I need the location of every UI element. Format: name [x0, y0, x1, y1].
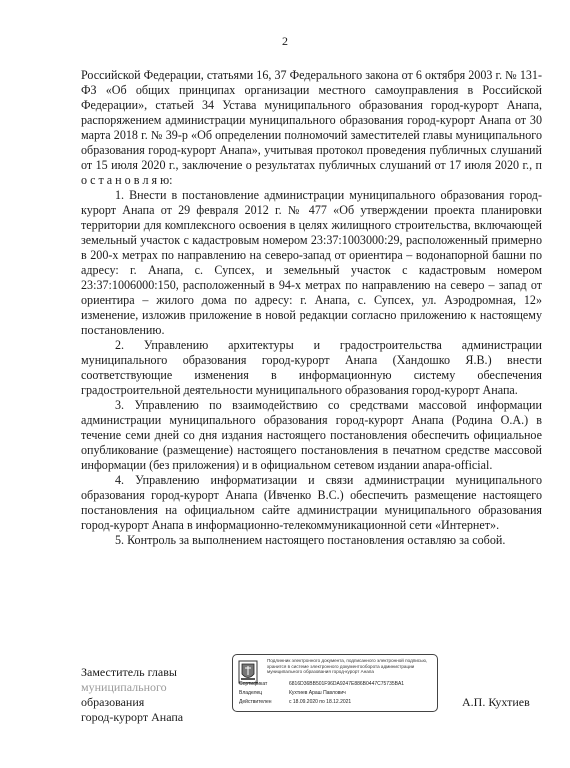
paragraph-5: 5. Контроль за выполнением настоящего постановления оставляю за собой. — [115, 533, 506, 547]
stamp-notice: Подлинник электронного документа, подписанного электронной подписью, хранится в системе электронного документооборота администрации муниципального образования город-курорт Анапа — [267, 658, 428, 675]
electronic-signature-stamp — [232, 654, 438, 712]
stamp-owner: Кухтиев Араш Павлович — [289, 690, 346, 696]
signatory-title-line: Заместитель главы — [81, 665, 177, 679]
signatory-name: А.П. Кухтиев — [462, 695, 530, 709]
stamp-valid-label: Действителен — [239, 699, 272, 705]
signatory-title — [81, 665, 221, 725]
signatory-title-line: образования — [81, 695, 145, 709]
stamp-owner-row — [239, 690, 346, 696]
stamp-certificate-row — [239, 681, 404, 687]
stamp-owner-label: Владелец — [239, 690, 263, 696]
paragraph-1: 1. Внести в постановление администрации муниципального образования город-курорт Анапа от 29 февраля 2012 г. № 477 «Об утверждении проекта планировки территории для комплексного освоения в целях жилищного строительства, включающей земельный участок с кадастровым номером 23:37:1003000:29, расположенный примерно в 200-х метрах по направлению на северо-запад от ориентира – водонапорной башни по адресу: г. Анапа, с. Супсех, и земельный участок с кадастровым номером 23:37:1006000:150, расположенный в 94-х метрах по направлению на северо – запад от ориентира – жилого дома по адресу: г. Анапа, с. Супсех, ул. Аэродромная, 12» изменение, изложив приложение в новой редакции согласно приложению к настоящему постановлению. — [81, 188, 542, 337]
stamp-valid-row — [239, 699, 351, 705]
paragraph-preamble: Российской Федерации, статьями 16, 37 Федерального закона от 6 октября 2003 г. № 131-ФЗ «Об общих принципах организации местного самоуправления в Российской Федерации», статьей 34 Устава муниципального образования город-курорт Анапа, распоряжением администрации муниципального образования город-курорт Анапа от 30 марта 2018 г. № 39-р «Об определении полномочий заместителей главы муниципального образования город-курорт Анапа», учитывая протокол проведения публичных слушаний от 15 июля 2020 г., заключение о результатах публичных слушаний от 17 июля 2020 г., п о с т а н о в л я ю: — [81, 68, 542, 187]
page-number: 2 — [282, 34, 288, 48]
paragraph-4: 4. Управлению информатизации и связи администрации муниципального образования город-курорт Анапа (Ивченко В.С.) обеспечить размещение настоящего постановления на официальном сайте администрации муниципального образования город-курорт Анапа в информационно-телекоммуникационной сети «Интернет». — [81, 473, 542, 532]
document-body — [81, 68, 542, 548]
stamp-valid: с 18.09.2020 по 18.12.2021 — [289, 699, 352, 705]
paragraph-2: 2. Управлению архитектуры и градостроительства администрации муниципального образования город-курорт Анапа (Хандошко Я.В.) внести соответствующие изменения в информационную систему обеспечения градостроительной деятельности муниципального образования город-курорт Анапа. — [81, 338, 542, 397]
signatory-title-line: город-курорт Анапа — [81, 710, 184, 724]
stamp-certificate-label: Сертификат — [239, 681, 268, 687]
signatory-title-line: муниципального — [81, 680, 167, 694]
stamp-certificate: 6816D36BB501F96DA9247E886B0447C75735BA1 — [289, 681, 405, 687]
paragraph-3: 3. Управлению по взаимодействию со средствами массовой информации администрации муниципального образования город-курорт Анапа (Родина О.А.) в течение семи дней со дня издания настоящего постановления обеспечить официальное опубликование (размещение) настоящего постановления в печатном средстве массовой информации (без приложения) и в официальном сетевом издании anapa-official. — [81, 398, 542, 472]
